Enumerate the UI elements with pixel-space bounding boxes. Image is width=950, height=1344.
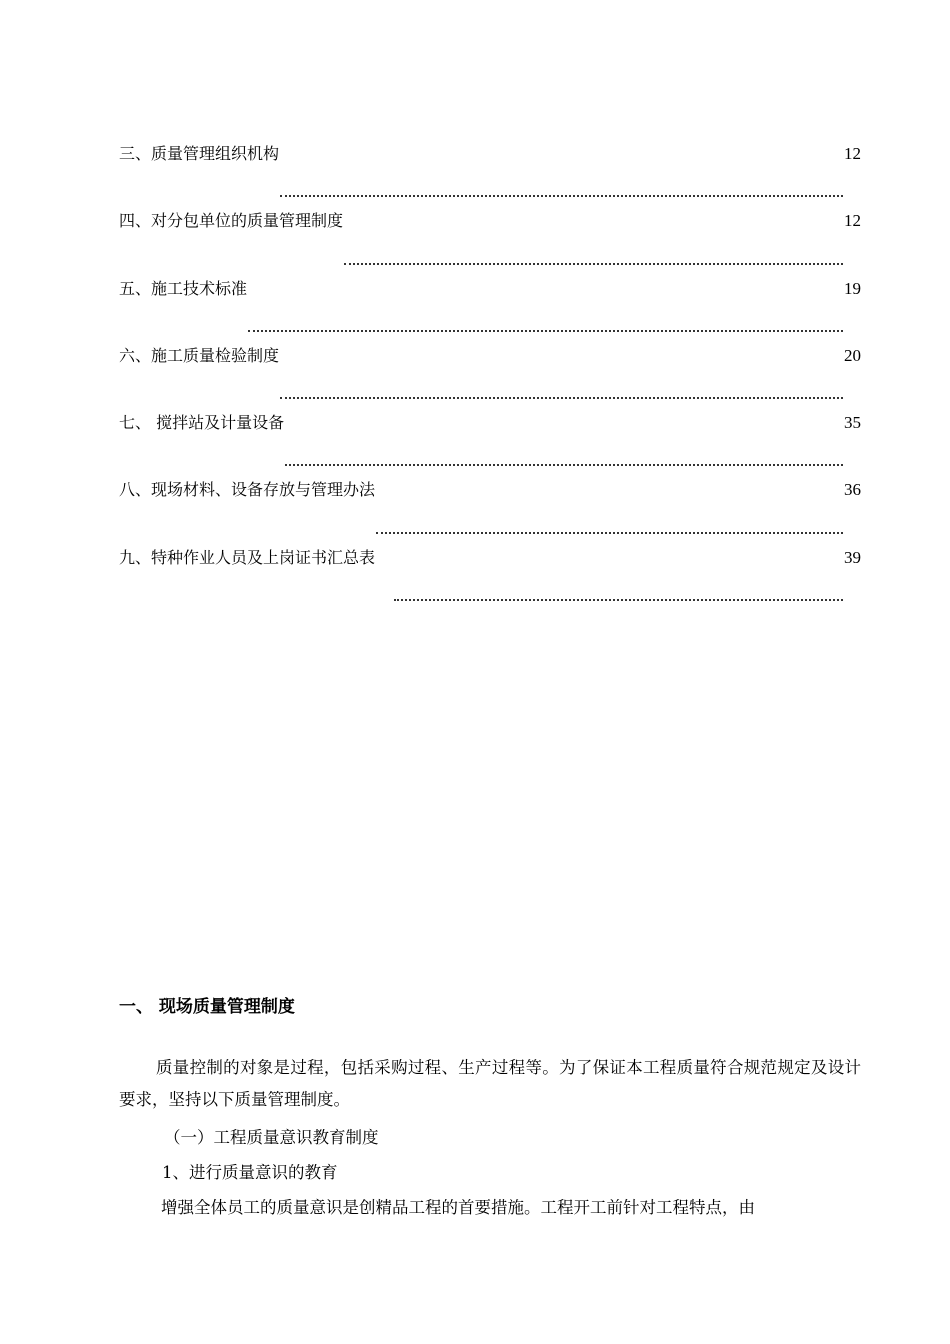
toc-entry[interactable] <box>119 140 861 207</box>
item-paragraph: 增强全体员工的质量意识是创精品工程的首要措施。工程开工前针对工程特点，由 <box>161 1198 755 1217</box>
toc-entry[interactable] <box>119 275 861 342</box>
toc-entry-title: 五、施工技术标准 <box>119 278 248 298</box>
toc-entry-page: 12 <box>844 144 861 163</box>
toc-entry-page: 12 <box>844 211 861 231</box>
subsection-heading: （一）工程质量意识教育制度 <box>164 1128 379 1147</box>
toc-leader-dots <box>284 452 844 468</box>
toc-entry-title: 七、 搅拌站及计量设备 <box>119 413 285 433</box>
toc-entry-title: 九、特种作业人员及上岗证书汇总表 <box>119 547 376 567</box>
toc-entry-page: 36 <box>844 480 861 500</box>
toc-entry-title: 六、施工质量检验制度 <box>119 345 280 365</box>
toc-leader-dots <box>343 251 844 267</box>
table-of-contents <box>119 140 861 611</box>
toc-entry[interactable] <box>119 476 861 543</box>
toc-leader-dots <box>247 318 844 334</box>
toc-entry-page: 35 <box>844 413 861 433</box>
section-intro-paragraph: 质量控制的对象是过程，包括采购过程、生产过程等。为了保证本工程质量符合规范规定及设计要求，坚持以下质量管理制度。 <box>119 1058 861 1109</box>
toc-leader-dots <box>279 385 844 401</box>
toc-entry[interactable] <box>119 409 861 476</box>
item-heading: 1、进行质量意识的教育 <box>162 1163 338 1182</box>
toc-entry-title: 八、现场材料、设备存放与管理办法 <box>119 480 376 500</box>
toc-entry[interactable] <box>119 544 861 611</box>
toc-entry-page: 20 <box>844 345 861 365</box>
toc-entry[interactable] <box>119 207 861 274</box>
toc-leader-dots <box>393 587 844 603</box>
section-heading: 一、 现场质量管理制度 <box>119 997 295 1017</box>
toc-leader-dots <box>279 183 844 199</box>
toc-leader-dots <box>375 520 844 536</box>
toc-entry-title: 四、对分包单位的质量管理制度 <box>119 211 344 231</box>
toc-entry-page: 19 <box>844 278 861 298</box>
toc-entry-page: 39 <box>844 547 861 567</box>
toc-entry-title: 三、质量管理组织机构 <box>119 144 280 163</box>
toc-entry[interactable] <box>119 342 861 409</box>
